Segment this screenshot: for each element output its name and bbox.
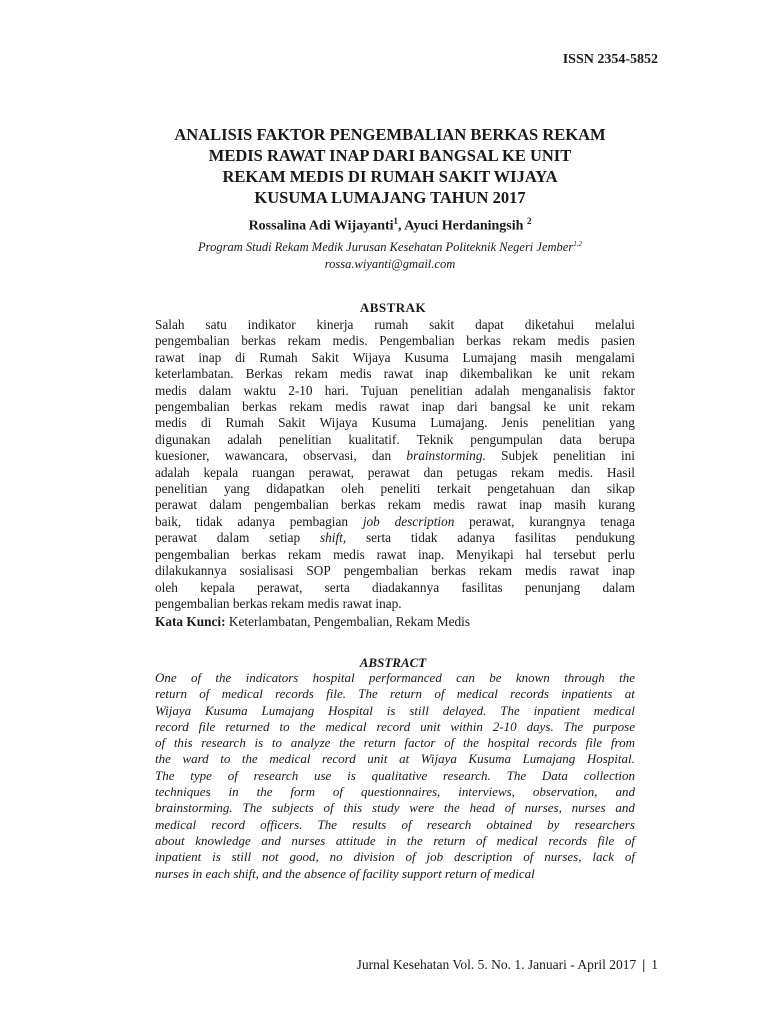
author-email: rossa.wiyanti@gmail.com bbox=[324, 257, 456, 272]
keywords-line bbox=[155, 614, 635, 630]
page-number: 1 bbox=[651, 957, 658, 972]
author-separator: , bbox=[398, 218, 405, 234]
abstract-line: medical record officers. The results of research obtained by researchers bbox=[155, 816, 635, 832]
abstrak-body bbox=[155, 317, 635, 631]
issn-label: ISSN 2354-5852 bbox=[562, 52, 658, 67]
abstrak-line: rawat inap di Rumah Sakit Wijaya Kusuma Lumajang masih mengalami bbox=[155, 349, 635, 365]
title-line: ANALISIS FAKTOR PENGEMBALIAN BERKAS REKAM bbox=[174, 125, 606, 144]
author-name: Ayuci Herdaningsih bbox=[404, 218, 524, 234]
abstrak-line: Salah satu indikator kinerja rumah sakit dapat diketahui melalui bbox=[155, 317, 635, 332]
affiliation-mark: 1,2 bbox=[573, 240, 582, 248]
abstrak-line: perawat dalam setiap shift, serta tidak adanya fasilitas pendukung bbox=[155, 530, 635, 546]
affiliation: Program Studi Rekam Medik Jurusan Kesehatan Politeknik Negeri Jember bbox=[198, 240, 574, 255]
abstrak-line: pengembalian berkas rekam medis rawat inap. bbox=[155, 595, 402, 611]
abstract-line: The type of research use is qualitative research. The Data collection bbox=[155, 767, 635, 783]
title-line: REKAM MEDIS DI RUMAH SAKIT WIJAYA bbox=[222, 167, 558, 186]
abstrak-line: dilakukannya sosialisasi SOP pengembalian berkas rekam medis rawat inap bbox=[155, 563, 635, 579]
abstract-body bbox=[155, 670, 635, 882]
abstract-line: the ward to the medical record unit at Wijaya Kusuma Lumajang Hospital. bbox=[155, 751, 635, 767]
abstrak-line: pengembalian berkas rekam medis rawat inap dari bangsal ke unit rekam bbox=[155, 399, 635, 415]
author-name: Rossalina Adi Wijayanti bbox=[248, 218, 394, 234]
abstrak-line: penelitian yang didapatkan oleh peneliti terkait pengetahuan dan sikap bbox=[155, 481, 635, 497]
abstrak-line: baik, tidak adanya pembagian job description perawat, kurangnya tenaga bbox=[155, 513, 635, 529]
abstrak-line: perawat dalam pengembalian berkas rekam medis rawat inap masih kurang bbox=[155, 497, 635, 513]
abstrak-line: keterlambatan. Berkas rekam medis rawat inap dikembalikan ke unit rekam bbox=[155, 366, 635, 382]
page-footer bbox=[357, 957, 658, 973]
journal-citation: Jurnal Kesehatan Vol. 5. No. 1. Januari - April 2017 bbox=[356, 957, 637, 972]
abstrak-line: kuesioner, wawancara, observasi, dan brainstorming. Subjek penelitian ini bbox=[155, 448, 635, 464]
keywords-value: Keterlambatan, Pengembalian, Rekam Medis bbox=[228, 614, 471, 630]
affiliation-block bbox=[120, 236, 660, 273]
author-affil-mark: 1 bbox=[393, 216, 399, 226]
abstrak-line: pengembalian berkas rekam medis. Pengembalian berkas rekam medis pasien bbox=[155, 333, 635, 349]
abstract-line: Wijaya Kusuma Lumajang Hospital is still delayed. The inpatient medical bbox=[155, 702, 635, 718]
footer-separator: | bbox=[642, 957, 646, 972]
abstrak-line: digunakan adalah penelitian kualitatif. Teknik pengumpulan data berupa bbox=[155, 431, 635, 447]
abstract-heading: ABSTRACT bbox=[359, 655, 427, 670]
abstract-line: inpatient is still not good, no division of job description of nurses, lack of bbox=[155, 849, 635, 865]
title-line: KUSUMA LUMAJANG TAHUN 2017 bbox=[254, 188, 526, 207]
paper-title bbox=[140, 124, 640, 208]
author-affil-mark: 2 bbox=[526, 216, 532, 226]
abstract-line: return of medical records file. The return of medical records inpatients at bbox=[155, 686, 635, 702]
abstrak-line: adalah kepala ruangan perawat, perawat dan petugas rekam medis. Hasil bbox=[155, 464, 635, 480]
abstrak-line: oleh kepala perawat, serta diadakannya fasilitas penunjang dalam bbox=[155, 579, 635, 595]
abstract-line: brainstorming. The subjects of this study were the head of nurses, nurses and bbox=[155, 800, 635, 816]
abstrak-line: pengembalian berkas rekam medis rawat inap. Menyikapi hal tersebut perlu bbox=[155, 546, 635, 562]
abstract-line: techniques in the form of questionnaires, interviews, observation, and bbox=[155, 784, 635, 800]
abstrak-heading: ABSTRAK bbox=[359, 300, 427, 315]
abstrak-line: medis di Rumah Sakit Wijaya Kusuma Lumajang. Jenis penelitian yang bbox=[155, 415, 635, 431]
abstract-line: nurses in each shift, and the absence of facility support return of medical bbox=[155, 865, 535, 881]
keywords-label: Kata Kunci: bbox=[155, 614, 226, 630]
title-line: MEDIS RAWAT INAP DARI BANGSAL KE UNIT bbox=[208, 146, 572, 165]
author-list bbox=[150, 216, 630, 235]
abstract-line: about knowledge and nurses attitude in the return of medical records file of bbox=[155, 832, 635, 848]
abstract-line: One of the indicators hospital performanced can be known through the bbox=[155, 670, 635, 685]
abstract-line: record file returned to the medical record unit within 2-10 days. The purpose bbox=[155, 718, 635, 734]
abstract-line: of this research is to analyze the return factor of the hospital records file from bbox=[155, 735, 635, 751]
abstrak-line: medis dalam waktu 2-10 hari. Tujuan penelitian adalah menganalisis faktor bbox=[155, 382, 635, 398]
